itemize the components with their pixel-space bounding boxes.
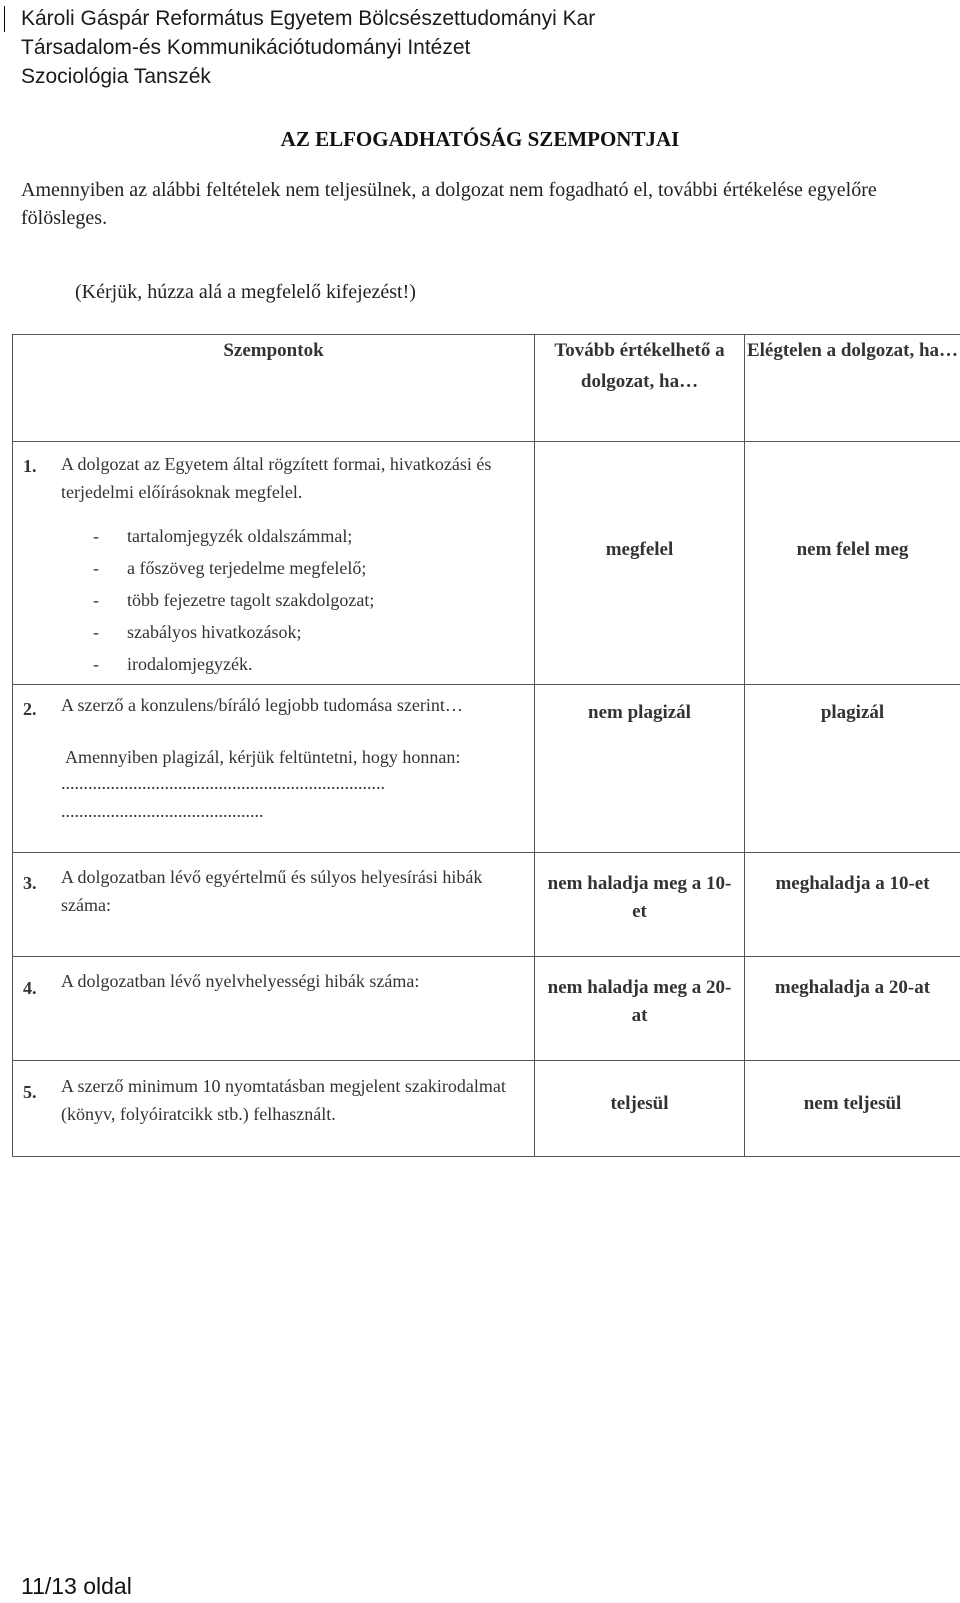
insufficient-cell[interactable]: [745, 853, 960, 957]
row-number: 3.: [23, 873, 37, 893]
list-item: - a főszöveg terjedelme megfelelő;: [93, 552, 526, 584]
acceptable-cell[interactable]: [535, 442, 745, 685]
criteria-table: [12, 334, 960, 1157]
criterion-cell: [13, 685, 535, 853]
table-row: [13, 853, 960, 957]
criterion-text: A szerző a konzulens/bíráló legjobb tudomása szerint…: [61, 695, 463, 715]
text-cursor: [4, 6, 5, 32]
instruction-text: (Kérjük, húzza alá a megfelelő kifejezést!): [75, 281, 416, 303]
insufficient-cell[interactable]: [745, 685, 960, 853]
table-row: [13, 957, 960, 1061]
row-number: 2.: [23, 699, 37, 719]
list-item: - irodalomjegyzék.: [93, 648, 526, 680]
header-university: Károli Gáspár Református Egyetem Bölcsészettudományi Kar: [21, 7, 596, 30]
insufficient-option[interactable]: nem felel meg: [796, 539, 909, 560]
list-item: - több fejezetre tagolt szakdolgozat;: [93, 584, 526, 616]
insufficient-option[interactable]: nem teljesül: [803, 1093, 902, 1114]
insufficient-option[interactable]: meghaladja a 10-et: [775, 873, 930, 894]
acceptable-cell[interactable]: [535, 1061, 745, 1157]
intro-paragraph: Amennyiben az alábbi feltételek nem teljesülnek, a dolgozat nem fogadható el, további értékelése egyelőre fölösleges.: [21, 179, 877, 229]
acceptable-option[interactable]: nem haladja meg a 20-at: [547, 977, 732, 1026]
header-criteria: Szempontok: [13, 335, 535, 442]
insufficient-cell[interactable]: [745, 1061, 960, 1157]
acceptable-option[interactable]: teljesül: [610, 1093, 669, 1114]
header-insufficient: Elégtelen a dolgozat, ha…: [745, 335, 960, 442]
page-number: 11/13 oldal: [21, 1573, 132, 1599]
row-number: 4.: [23, 978, 37, 998]
header-acceptable: Tovább értékelhető a dolgozat, ha…: [535, 335, 745, 442]
table-header-row: [13, 335, 960, 442]
criterion-text: A szerző minimum 10 nyomtatásban megjelent szakirodalmat (könyv, folyóiratcikk stb.) felhasznált.: [61, 1076, 506, 1124]
table-row: [13, 442, 960, 685]
acceptable-cell[interactable]: [535, 957, 745, 1061]
source-dotted-line[interactable]: .............................................: [61, 801, 264, 821]
insufficient-cell[interactable]: [745, 957, 960, 1061]
criterion-cell: [13, 957, 535, 1061]
document-header: [21, 4, 595, 91]
header-institute: Társadalom-és Kommunikációtudományi Intézet: [21, 36, 471, 59]
list-item: - szabályos hivatkozások;: [93, 616, 526, 648]
plagiarism-source-note: Amennyiben plagizál, kérjük feltüntetni, hogy honnan:: [65, 747, 461, 767]
acceptable-option[interactable]: nem haladja meg a 10-et: [547, 873, 732, 922]
acceptable-cell[interactable]: [535, 685, 745, 853]
criterion-cell: [13, 442, 535, 685]
criterion-cell: [13, 853, 535, 957]
acceptable-option[interactable]: nem plagizál: [588, 702, 691, 723]
page-title: AZ ELFOGADHATÓSÁG SZEMPONTJAI: [280, 127, 680, 151]
list-item: - tartalomjegyzék oldalszámmal;: [93, 520, 526, 552]
criterion-cell: [13, 1061, 535, 1157]
acceptable-cell[interactable]: [535, 853, 745, 957]
insufficient-option[interactable]: meghaladja a 20-at: [774, 977, 931, 998]
insufficient-option[interactable]: plagizál: [820, 702, 885, 723]
header-department: Szociológia Tanszék: [21, 65, 211, 88]
table-row: [13, 1061, 960, 1157]
criterion-text: A dolgozatban lévő nyelvhelyességi hibák száma:: [61, 971, 420, 991]
criterion-text: A dolgozat az Egyetem által rögzített formai, hivatkozási és terjedelmi előírásoknak megfelel.: [61, 454, 492, 502]
criterion-text: A dolgozatban lévő egyértelmű és súlyos helyesírási hibák száma:: [61, 867, 483, 915]
table-row: [13, 685, 960, 853]
acceptable-option[interactable]: megfelel: [605, 539, 674, 560]
insufficient-cell[interactable]: [745, 442, 960, 685]
row-number: 5.: [23, 1082, 37, 1102]
format-requirements-list: [93, 520, 526, 680]
source-dotted-line[interactable]: ........................................................................: [61, 773, 385, 793]
row-number: 1.: [23, 456, 37, 476]
